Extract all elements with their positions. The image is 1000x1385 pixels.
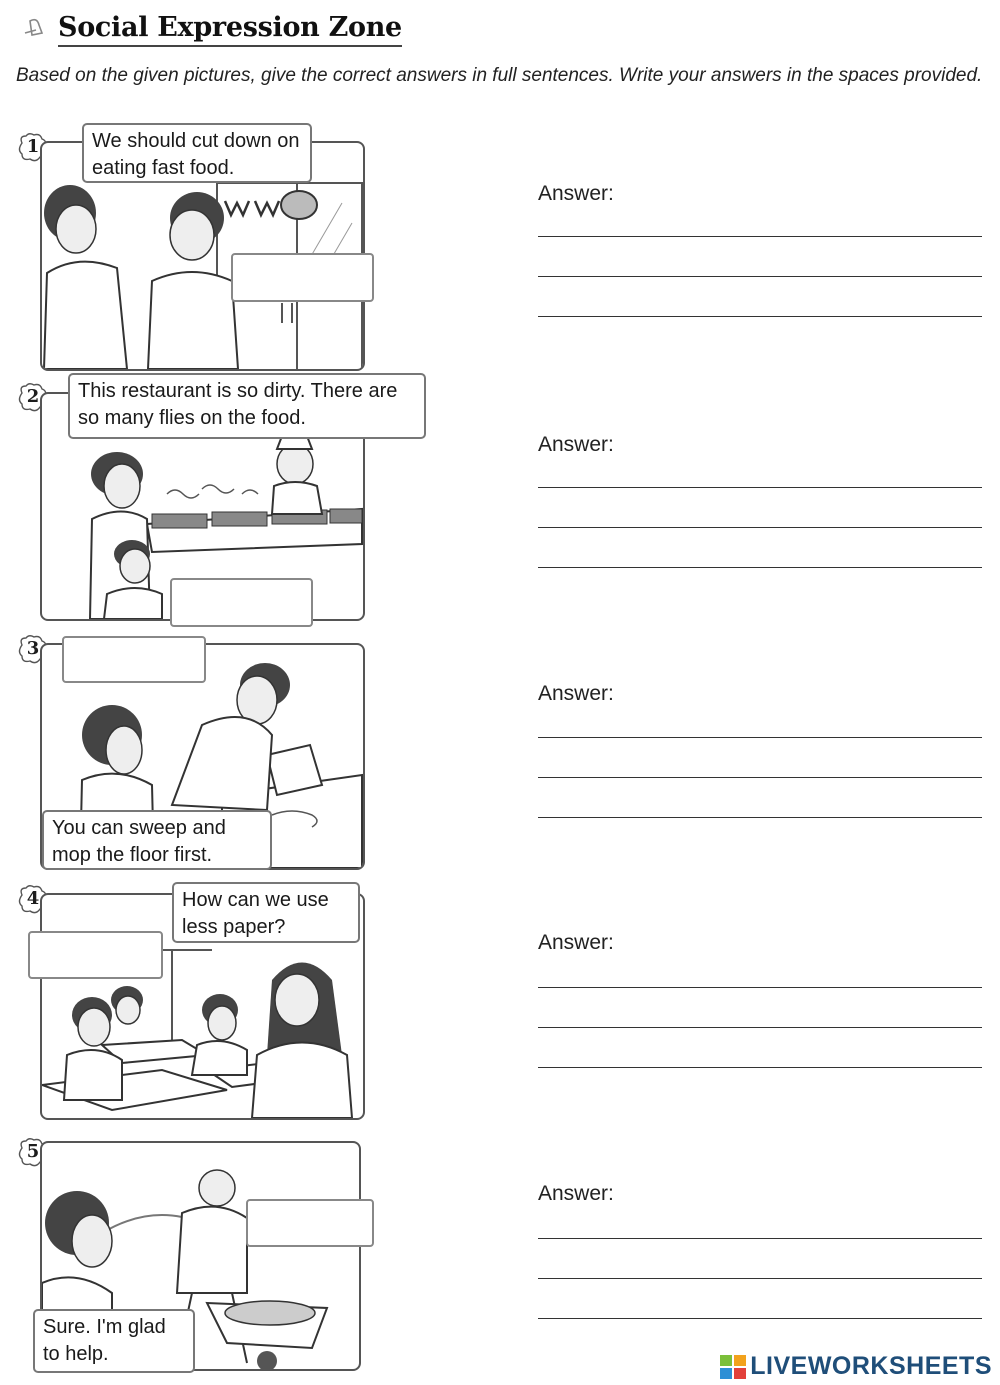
answer-line[interactable] <box>538 567 982 568</box>
speech-bubble-input[interactable] <box>170 578 313 627</box>
question-number-badge: 1 <box>16 131 50 165</box>
question-number-badge: 3 <box>16 633 50 667</box>
answer-line[interactable] <box>538 1238 982 1239</box>
instructions-text: Based on the given pictures, give the correct answers in full sentences. Write your answers in the spaces provided. <box>16 65 983 86</box>
answer-line[interactable] <box>538 487 982 488</box>
answer-line[interactable] <box>538 1278 982 1279</box>
answer-line[interactable] <box>538 236 982 237</box>
answer-line[interactable] <box>538 276 982 277</box>
answer-line[interactable] <box>538 316 982 317</box>
worksheet-header <box>22 12 402 47</box>
liveworksheets-logo <box>719 1352 992 1381</box>
answer-line[interactable] <box>538 817 982 818</box>
answer-line[interactable] <box>538 737 982 738</box>
answer-label: Answer: <box>538 1182 614 1205</box>
answer-line[interactable] <box>538 1067 982 1068</box>
question-number-badge: 2 <box>16 381 50 415</box>
answer-label: Answer: <box>538 433 614 456</box>
answer-line[interactable] <box>538 527 982 528</box>
liveworksheets-logo-icon <box>719 1354 747 1380</box>
speech-bubble: This restaurant is so dirty. There are so many flies on the food. <box>68 373 426 439</box>
answer-line[interactable] <box>538 1027 982 1028</box>
logo-text: LIVEWORKSHEETS <box>750 1352 992 1380</box>
answer-line[interactable] <box>538 1318 982 1319</box>
answer-line[interactable] <box>538 987 982 988</box>
speech-bubble: Sure. I'm glad to help. <box>33 1309 195 1373</box>
bell-icon <box>22 15 52 45</box>
page-title: Social Expression Zone <box>58 12 402 47</box>
speech-bubble-input[interactable] <box>231 253 374 302</box>
speech-bubble: How can we use less paper? <box>172 882 360 943</box>
speech-bubble-input[interactable] <box>28 931 163 979</box>
answer-line[interactable] <box>538 777 982 778</box>
speech-bubble: We should cut down on eating fast food. <box>82 123 312 183</box>
speech-bubble-input[interactable] <box>246 1199 374 1247</box>
answer-label: Answer: <box>538 931 614 954</box>
answer-label: Answer: <box>538 182 614 205</box>
speech-bubble: You can sweep and mop the floor first. <box>42 810 272 870</box>
answer-label: Answer: <box>538 682 614 705</box>
question-number-badge: 5 <box>16 1136 50 1170</box>
question-number-badge: 4 <box>16 883 50 917</box>
speech-bubble-input[interactable] <box>62 636 206 683</box>
